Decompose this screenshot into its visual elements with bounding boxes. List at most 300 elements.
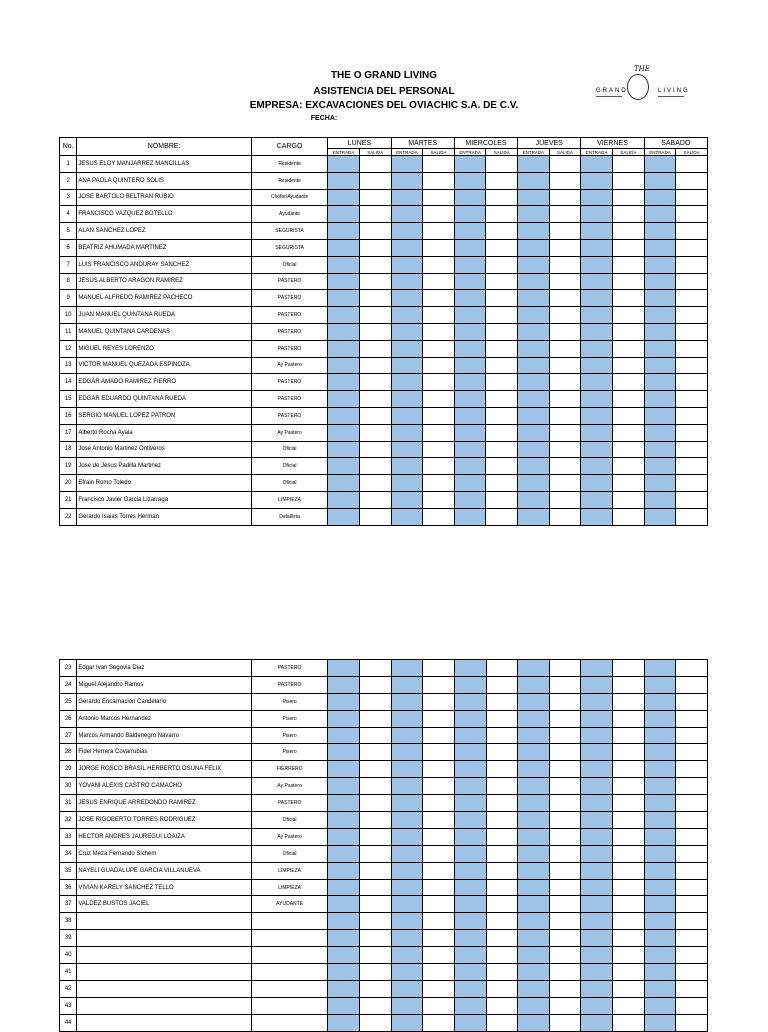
salida-cell[interactable]	[423, 273, 455, 290]
salida-cell[interactable]	[549, 239, 581, 256]
entrada-cell[interactable]	[328, 964, 360, 981]
entrada-cell[interactable]	[644, 795, 676, 812]
entrada-cell[interactable]	[391, 710, 423, 727]
entrada-cell[interactable]	[328, 407, 360, 424]
salida-cell[interactable]	[676, 828, 708, 845]
entrada-cell[interactable]	[518, 980, 550, 997]
salida-cell[interactable]	[676, 206, 708, 223]
salida-cell[interactable]	[423, 475, 455, 492]
salida-cell[interactable]	[676, 407, 708, 424]
salida-cell[interactable]	[423, 913, 455, 930]
entrada-cell[interactable]	[391, 727, 423, 744]
salida-cell[interactable]	[423, 391, 455, 408]
salida-cell[interactable]	[549, 778, 581, 795]
entrada-cell[interactable]	[391, 845, 423, 862]
salida-cell[interactable]	[676, 997, 708, 1014]
salida-cell[interactable]	[423, 676, 455, 693]
entrada-cell[interactable]	[328, 761, 360, 778]
salida-cell[interactable]	[486, 744, 518, 761]
salida-cell[interactable]	[423, 172, 455, 189]
salida-cell[interactable]	[676, 930, 708, 947]
entrada-cell[interactable]	[581, 710, 613, 727]
entrada-cell[interactable]	[454, 795, 486, 812]
entrada-cell[interactable]	[518, 947, 550, 964]
salida-cell[interactable]	[549, 508, 581, 525]
entrada-cell[interactable]	[454, 676, 486, 693]
entrada-cell[interactable]	[454, 491, 486, 508]
salida-cell[interactable]	[676, 357, 708, 374]
entrada-cell[interactable]	[644, 980, 676, 997]
entrada-cell[interactable]	[581, 323, 613, 340]
salida-cell[interactable]	[486, 323, 518, 340]
entrada-cell[interactable]	[644, 441, 676, 458]
salida-cell[interactable]	[613, 156, 645, 173]
salida-cell[interactable]	[423, 980, 455, 997]
salida-cell[interactable]	[676, 374, 708, 391]
salida-cell[interactable]	[486, 676, 518, 693]
entrada-cell[interactable]	[328, 273, 360, 290]
salida-cell[interactable]	[676, 441, 708, 458]
salida-cell[interactable]	[359, 290, 391, 307]
salida-cell[interactable]	[359, 508, 391, 525]
entrada-cell[interactable]	[454, 930, 486, 947]
salida-cell[interactable]	[676, 307, 708, 324]
salida-cell[interactable]	[549, 273, 581, 290]
entrada-cell[interactable]	[581, 458, 613, 475]
entrada-cell[interactable]	[518, 896, 550, 913]
entrada-cell[interactable]	[581, 862, 613, 879]
entrada-cell[interactable]	[391, 340, 423, 357]
salida-cell[interactable]	[613, 491, 645, 508]
entrada-cell[interactable]	[644, 407, 676, 424]
salida-cell[interactable]	[549, 930, 581, 947]
salida-cell[interactable]	[486, 828, 518, 845]
entrada-cell[interactable]	[644, 239, 676, 256]
entrada-cell[interactable]	[328, 290, 360, 307]
entrada-cell[interactable]	[581, 475, 613, 492]
salida-cell[interactable]	[549, 223, 581, 240]
entrada-cell[interactable]	[454, 273, 486, 290]
salida-cell[interactable]	[423, 660, 455, 677]
entrada-cell[interactable]	[644, 491, 676, 508]
entrada-cell[interactable]	[391, 862, 423, 879]
entrada-cell[interactable]	[454, 290, 486, 307]
entrada-cell[interactable]	[454, 391, 486, 408]
entrada-cell[interactable]	[518, 239, 550, 256]
salida-cell[interactable]	[549, 290, 581, 307]
entrada-cell[interactable]	[391, 947, 423, 964]
entrada-cell[interactable]	[518, 1014, 550, 1031]
entrada-cell[interactable]	[328, 391, 360, 408]
salida-cell[interactable]	[423, 828, 455, 845]
salida-cell[interactable]	[486, 980, 518, 997]
salida-cell[interactable]	[486, 491, 518, 508]
salida-cell[interactable]	[676, 1014, 708, 1031]
entrada-cell[interactable]	[328, 896, 360, 913]
salida-cell[interactable]	[423, 239, 455, 256]
entrada-cell[interactable]	[391, 189, 423, 206]
entrada-cell[interactable]	[581, 1014, 613, 1031]
salida-cell[interactable]	[613, 744, 645, 761]
salida-cell[interactable]	[423, 778, 455, 795]
salida-cell[interactable]	[423, 441, 455, 458]
salida-cell[interactable]	[549, 156, 581, 173]
salida-cell[interactable]	[676, 239, 708, 256]
entrada-cell[interactable]	[391, 896, 423, 913]
salida-cell[interactable]	[360, 862, 392, 879]
entrada-cell[interactable]	[644, 340, 676, 357]
salida-cell[interactable]	[423, 845, 455, 862]
entrada-cell[interactable]	[644, 693, 676, 710]
entrada-cell[interactable]	[644, 508, 676, 525]
salida-cell[interactable]	[676, 424, 708, 441]
salida-cell[interactable]	[549, 357, 581, 374]
entrada-cell[interactable]	[581, 441, 613, 458]
salida-cell[interactable]	[360, 676, 392, 693]
salida-cell[interactable]	[359, 273, 391, 290]
entrada-cell[interactable]	[454, 441, 486, 458]
salida-cell[interactable]	[423, 508, 455, 525]
salida-cell[interactable]	[676, 323, 708, 340]
salida-cell[interactable]	[423, 206, 455, 223]
salida-cell[interactable]	[549, 879, 581, 896]
salida-cell[interactable]	[676, 172, 708, 189]
salida-cell[interactable]	[359, 323, 391, 340]
entrada-cell[interactable]	[328, 930, 360, 947]
entrada-cell[interactable]	[518, 475, 550, 492]
salida-cell[interactable]	[486, 997, 518, 1014]
salida-cell[interactable]	[486, 761, 518, 778]
entrada-cell[interactable]	[581, 172, 613, 189]
entrada-cell[interactable]	[644, 879, 676, 896]
salida-cell[interactable]	[613, 239, 645, 256]
entrada-cell[interactable]	[454, 778, 486, 795]
entrada-cell[interactable]	[454, 845, 486, 862]
salida-cell[interactable]	[359, 256, 391, 273]
entrada-cell[interactable]	[581, 189, 613, 206]
salida-cell[interactable]	[613, 172, 645, 189]
entrada-cell[interactable]	[391, 795, 423, 812]
entrada-cell[interactable]	[328, 828, 360, 845]
salida-cell[interactable]	[676, 862, 708, 879]
salida-cell[interactable]	[486, 710, 518, 727]
entrada-cell[interactable]	[391, 491, 423, 508]
salida-cell[interactable]	[423, 256, 455, 273]
salida-cell[interactable]	[613, 1014, 645, 1031]
entrada-cell[interactable]	[644, 845, 676, 862]
entrada-cell[interactable]	[454, 189, 486, 206]
entrada-cell[interactable]	[518, 812, 550, 829]
salida-cell[interactable]	[613, 896, 645, 913]
salida-cell[interactable]	[676, 879, 708, 896]
salida-cell[interactable]	[676, 947, 708, 964]
salida-cell[interactable]	[549, 491, 581, 508]
entrada-cell[interactable]	[518, 307, 550, 324]
entrada-cell[interactable]	[454, 761, 486, 778]
entrada-cell[interactable]	[644, 947, 676, 964]
salida-cell[interactable]	[613, 947, 645, 964]
salida-cell[interactable]	[486, 660, 518, 677]
salida-cell[interactable]	[676, 458, 708, 475]
entrada-cell[interactable]	[454, 744, 486, 761]
entrada-cell[interactable]	[644, 913, 676, 930]
salida-cell[interactable]	[423, 424, 455, 441]
entrada-cell[interactable]	[581, 660, 613, 677]
entrada-cell[interactable]	[644, 660, 676, 677]
entrada-cell[interactable]	[581, 947, 613, 964]
entrada-cell[interactable]	[644, 710, 676, 727]
entrada-cell[interactable]	[328, 812, 360, 829]
entrada-cell[interactable]	[328, 795, 360, 812]
salida-cell[interactable]	[613, 710, 645, 727]
salida-cell[interactable]	[423, 340, 455, 357]
entrada-cell[interactable]	[454, 374, 486, 391]
salida-cell[interactable]	[676, 290, 708, 307]
salida-cell[interactable]	[613, 845, 645, 862]
salida-cell[interactable]	[360, 812, 392, 829]
salida-cell[interactable]	[676, 727, 708, 744]
entrada-cell[interactable]	[518, 693, 550, 710]
salida-cell[interactable]	[676, 812, 708, 829]
entrada-cell[interactable]	[391, 676, 423, 693]
entrada-cell[interactable]	[644, 812, 676, 829]
salida-cell[interactable]	[613, 424, 645, 441]
entrada-cell[interactable]	[454, 172, 486, 189]
entrada-cell[interactable]	[581, 273, 613, 290]
salida-cell[interactable]	[486, 812, 518, 829]
salida-cell[interactable]	[486, 307, 518, 324]
entrada-cell[interactable]	[391, 778, 423, 795]
entrada-cell[interactable]	[328, 239, 360, 256]
entrada-cell[interactable]	[328, 508, 360, 525]
salida-cell[interactable]	[359, 189, 391, 206]
salida-cell[interactable]	[423, 812, 455, 829]
entrada-cell[interactable]	[581, 340, 613, 357]
salida-cell[interactable]	[423, 189, 455, 206]
salida-cell[interactable]	[486, 206, 518, 223]
salida-cell[interactable]	[676, 778, 708, 795]
entrada-cell[interactable]	[391, 744, 423, 761]
entrada-cell[interactable]	[581, 828, 613, 845]
entrada-cell[interactable]	[454, 710, 486, 727]
salida-cell[interactable]	[613, 693, 645, 710]
entrada-cell[interactable]	[454, 156, 486, 173]
salida-cell[interactable]	[549, 896, 581, 913]
salida-cell[interactable]	[360, 997, 392, 1014]
entrada-cell[interactable]	[391, 660, 423, 677]
entrada-cell[interactable]	[644, 323, 676, 340]
salida-cell[interactable]	[486, 239, 518, 256]
entrada-cell[interactable]	[518, 223, 550, 240]
salida-cell[interactable]	[676, 491, 708, 508]
salida-cell[interactable]	[359, 374, 391, 391]
entrada-cell[interactable]	[454, 862, 486, 879]
salida-cell[interactable]	[486, 913, 518, 930]
entrada-cell[interactable]	[391, 223, 423, 240]
entrada-cell[interactable]	[518, 391, 550, 408]
entrada-cell[interactable]	[581, 156, 613, 173]
entrada-cell[interactable]	[581, 206, 613, 223]
salida-cell[interactable]	[676, 676, 708, 693]
entrada-cell[interactable]	[391, 458, 423, 475]
entrada-cell[interactable]	[454, 407, 486, 424]
salida-cell[interactable]	[613, 340, 645, 357]
salida-cell[interactable]	[360, 964, 392, 981]
salida-cell[interactable]	[486, 896, 518, 913]
entrada-cell[interactable]	[581, 693, 613, 710]
salida-cell[interactable]	[360, 930, 392, 947]
entrada-cell[interactable]	[518, 407, 550, 424]
entrada-cell[interactable]	[581, 357, 613, 374]
salida-cell[interactable]	[423, 727, 455, 744]
entrada-cell[interactable]	[454, 508, 486, 525]
entrada-cell[interactable]	[454, 1014, 486, 1031]
salida-cell[interactable]	[676, 896, 708, 913]
entrada-cell[interactable]	[644, 223, 676, 240]
salida-cell[interactable]	[486, 964, 518, 981]
salida-cell[interactable]	[549, 845, 581, 862]
entrada-cell[interactable]	[391, 930, 423, 947]
entrada-cell[interactable]	[518, 441, 550, 458]
entrada-cell[interactable]	[454, 307, 486, 324]
entrada-cell[interactable]	[644, 862, 676, 879]
salida-cell[interactable]	[359, 407, 391, 424]
entrada-cell[interactable]	[391, 508, 423, 525]
entrada-cell[interactable]	[454, 693, 486, 710]
salida-cell[interactable]	[360, 761, 392, 778]
entrada-cell[interactable]	[518, 491, 550, 508]
salida-cell[interactable]	[613, 407, 645, 424]
salida-cell[interactable]	[360, 660, 392, 677]
entrada-cell[interactable]	[581, 930, 613, 947]
entrada-cell[interactable]	[518, 845, 550, 862]
salida-cell[interactable]	[423, 997, 455, 1014]
entrada-cell[interactable]	[328, 441, 360, 458]
entrada-cell[interactable]	[644, 206, 676, 223]
entrada-cell[interactable]	[518, 256, 550, 273]
salida-cell[interactable]	[486, 947, 518, 964]
salida-cell[interactable]	[613, 290, 645, 307]
entrada-cell[interactable]	[391, 323, 423, 340]
entrada-cell[interactable]	[518, 290, 550, 307]
salida-cell[interactable]	[613, 913, 645, 930]
salida-cell[interactable]	[359, 223, 391, 240]
salida-cell[interactable]	[613, 795, 645, 812]
entrada-cell[interactable]	[644, 744, 676, 761]
salida-cell[interactable]	[613, 357, 645, 374]
entrada-cell[interactable]	[581, 391, 613, 408]
entrada-cell[interactable]	[328, 256, 360, 273]
salida-cell[interactable]	[486, 475, 518, 492]
salida-cell[interactable]	[486, 340, 518, 357]
entrada-cell[interactable]	[644, 357, 676, 374]
entrada-cell[interactable]	[454, 475, 486, 492]
salida-cell[interactable]	[549, 407, 581, 424]
salida-cell[interactable]	[486, 290, 518, 307]
entrada-cell[interactable]	[328, 997, 360, 1014]
salida-cell[interactable]	[676, 980, 708, 997]
salida-cell[interactable]	[549, 964, 581, 981]
entrada-cell[interactable]	[328, 323, 360, 340]
entrada-cell[interactable]	[454, 997, 486, 1014]
entrada-cell[interactable]	[518, 273, 550, 290]
entrada-cell[interactable]	[518, 778, 550, 795]
salida-cell[interactable]	[360, 778, 392, 795]
entrada-cell[interactable]	[518, 357, 550, 374]
salida-cell[interactable]	[486, 172, 518, 189]
salida-cell[interactable]	[549, 391, 581, 408]
salida-cell[interactable]	[613, 189, 645, 206]
entrada-cell[interactable]	[328, 913, 360, 930]
salida-cell[interactable]	[549, 980, 581, 997]
entrada-cell[interactable]	[644, 307, 676, 324]
entrada-cell[interactable]	[518, 710, 550, 727]
salida-cell[interactable]	[549, 340, 581, 357]
entrada-cell[interactable]	[391, 980, 423, 997]
entrada-cell[interactable]	[581, 795, 613, 812]
salida-cell[interactable]	[423, 744, 455, 761]
salida-cell[interactable]	[359, 239, 391, 256]
salida-cell[interactable]	[423, 710, 455, 727]
entrada-cell[interactable]	[518, 676, 550, 693]
entrada-cell[interactable]	[581, 761, 613, 778]
entrada-cell[interactable]	[581, 424, 613, 441]
entrada-cell[interactable]	[518, 913, 550, 930]
entrada-cell[interactable]	[454, 879, 486, 896]
entrada-cell[interactable]	[644, 676, 676, 693]
entrada-cell[interactable]	[644, 458, 676, 475]
salida-cell[interactable]	[549, 172, 581, 189]
entrada-cell[interactable]	[328, 744, 360, 761]
entrada-cell[interactable]	[581, 744, 613, 761]
entrada-cell[interactable]	[454, 964, 486, 981]
entrada-cell[interactable]	[581, 845, 613, 862]
entrada-cell[interactable]	[328, 424, 360, 441]
entrada-cell[interactable]	[518, 340, 550, 357]
salida-cell[interactable]	[360, 980, 392, 997]
entrada-cell[interactable]	[328, 710, 360, 727]
salida-cell[interactable]	[549, 424, 581, 441]
salida-cell[interactable]	[549, 660, 581, 677]
salida-cell[interactable]	[423, 761, 455, 778]
entrada-cell[interactable]	[518, 424, 550, 441]
salida-cell[interactable]	[549, 189, 581, 206]
entrada-cell[interactable]	[391, 441, 423, 458]
salida-cell[interactable]	[549, 307, 581, 324]
salida-cell[interactable]	[486, 508, 518, 525]
salida-cell[interactable]	[486, 458, 518, 475]
salida-cell[interactable]	[613, 997, 645, 1014]
salida-cell[interactable]	[486, 441, 518, 458]
salida-cell[interactable]	[359, 156, 391, 173]
entrada-cell[interactable]	[644, 290, 676, 307]
salida-cell[interactable]	[486, 778, 518, 795]
entrada-cell[interactable]	[581, 812, 613, 829]
entrada-cell[interactable]	[581, 964, 613, 981]
entrada-cell[interactable]	[518, 795, 550, 812]
entrada-cell[interactable]	[581, 508, 613, 525]
salida-cell[interactable]	[613, 391, 645, 408]
salida-cell[interactable]	[423, 947, 455, 964]
entrada-cell[interactable]	[391, 374, 423, 391]
entrada-cell[interactable]	[518, 206, 550, 223]
salida-cell[interactable]	[613, 273, 645, 290]
salida-cell[interactable]	[549, 727, 581, 744]
entrada-cell[interactable]	[518, 930, 550, 947]
salida-cell[interactable]	[613, 323, 645, 340]
salida-cell[interactable]	[549, 676, 581, 693]
entrada-cell[interactable]	[454, 340, 486, 357]
